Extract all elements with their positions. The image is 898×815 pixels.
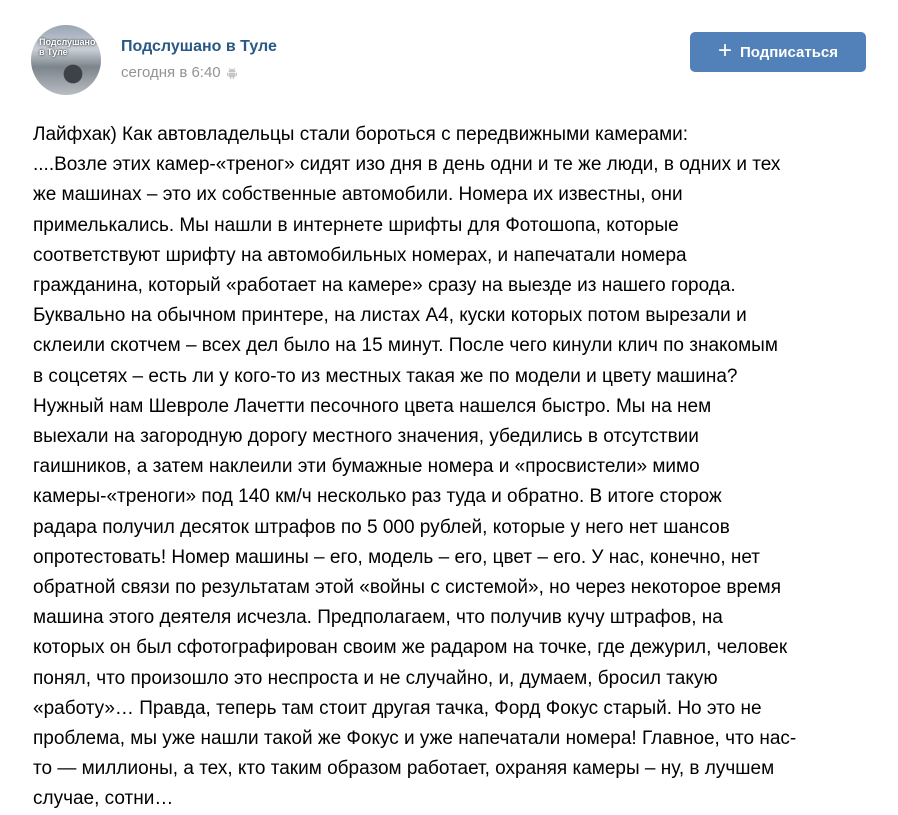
post-text-line: склеили скотчем – всех дел было на 15 минут. После чего кинули клич по знакомым [33, 335, 778, 357]
post-text-line: случае, сотни… [33, 788, 174, 810]
post-text-line: в соцсетях – есть ли у кого-то из местных такая же по модели и цвету машина? [33, 365, 738, 387]
post-text-line: гаишников, а затем наклеили эти бумажные номера и «просвистели» мимо [33, 456, 700, 478]
post-text-line: которых он был сфотографирован своим же радаром на точке, где дежурил, человек [33, 637, 788, 659]
author-name[interactable]: Подслушано в Туле [121, 38, 277, 55]
post-text-line: обратной связи по результатам этой «войны с системой», но через некоторое время [33, 577, 782, 599]
post-text-line: Буквально на обычном принтере, на листах А4, куски которых потом вырезали и [33, 305, 747, 327]
post-text-line: же машинах – это их собственные автомобили. Номера их известны, они [33, 184, 683, 206]
post-text [33, 120, 796, 815]
post-text-line: соответствуют шрифту на автомобильных номерах, и напечатали номера [33, 244, 687, 266]
post-time-text[interactable]: сегодня в 6:40 [121, 64, 221, 81]
avatar-logo: Подслушано в Туле [39, 37, 96, 57]
android-icon [227, 67, 237, 79]
subscribe-label: Подписаться [739, 43, 839, 61]
post-text-line: ....Возле этих камер-«треног» сидят изо дня в день одни и те же люди, в одних и тех [33, 154, 781, 176]
post-text-line: примелькались. Мы нашли в интернете шрифты для Фотошопа, которые [33, 214, 679, 236]
post-text-line: проблема, мы уже нашли такой же Фокус и уже напечатали номера! Главное, что нас- [33, 728, 797, 750]
post-text-line: то — миллионы, а тех, кто таким образом работает, охраняя камеры – ну, в лучшем [33, 758, 775, 780]
post-text-line: опротестовать! Номер машины – его, модель – его, цвет – его. У нас, конечно, нет [33, 546, 761, 568]
post-text-line: Нужный нам Шевроле Лачетти песочного цвета нашелся быстро. Мы на нем [33, 395, 712, 417]
plus-icon: + [717, 37, 732, 64]
subscribe-button[interactable] [690, 32, 866, 72]
community-avatar[interactable] [31, 25, 101, 95]
post-text-line: Лайфхак) Как автовладельцы стали бороться с передвижными камерами: [33, 124, 689, 145]
post-text-line: машина этого деятеля исчезла. Предполагаем, что получив кучу штрафов, на [33, 607, 723, 629]
post-text-line: радара получил десяток штрафов по 5 000 рублей, которые у него нет шансов [33, 516, 730, 538]
post-text-line: понял, что произошло это неспроста и не случайно, и, думаем, бросил такую [33, 667, 718, 689]
post-text-line: «работу»… Правда, теперь там стоит другая тачка, Форд Фокус старый. Но это не [33, 697, 762, 719]
post-text-line: гражданина, который «работает на камере» сразу на выезде из нашего города. [33, 275, 736, 297]
post-text-line: выехали на загородную дорогу местного значения, убедились в отсутствии [33, 426, 699, 448]
post-text-line: камеры-«треноги» под 140 км/ч несколько раз туда и обратно. В итоге сторож [33, 486, 722, 508]
post-time [121, 64, 237, 81]
